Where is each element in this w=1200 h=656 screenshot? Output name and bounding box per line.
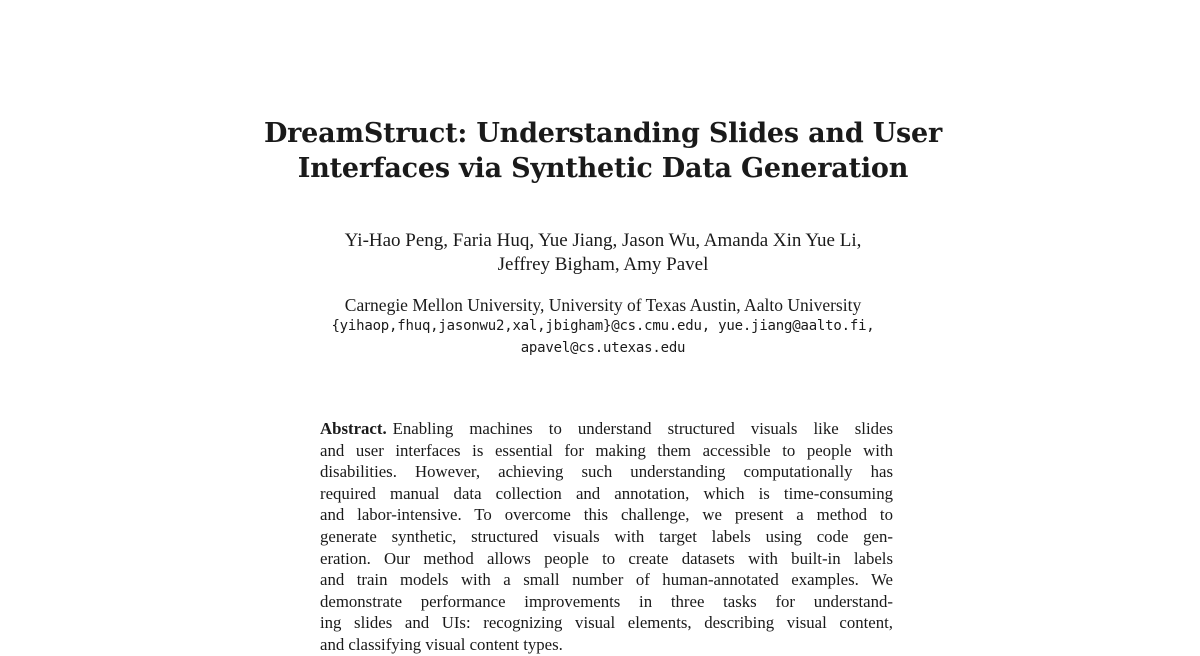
abstract-label: Abstract. <box>320 419 387 438</box>
abstract-line: disabilities. However, achieving such understanding computationally has <box>320 462 893 482</box>
abstract-text: Enabling machines to understand structured visuals like slides <box>392 419 893 438</box>
abstract-line <box>320 418 893 440</box>
email-list <box>200 315 1006 359</box>
abstract <box>320 418 900 656</box>
author-line: Yi-Hao Peng, Faria Huq, Yue Jiang, Jason Wu, Amanda Xin Yue Li, <box>344 230 862 251</box>
author-list <box>200 229 1006 277</box>
email-line: {yihaop,fhuq,jasonwu2,xal,jbigham}@cs.cmu.edu, yue.jiang@aalto.fi, <box>331 318 875 334</box>
abstract-line: and train models with a small number of human-annotated examples. We <box>320 570 893 590</box>
abstract-line: and classifying visual content types. <box>320 634 563 654</box>
email-line: apavel@cs.utexas.edu <box>520 340 686 356</box>
abstract-line: eration. Our method allows people to create datasets with built-in labels <box>320 548 893 568</box>
abstract-line: required manual data collection and annotation, which is time-consuming <box>320 483 893 503</box>
abstract-line: and user interfaces is essential for making them accessible to people with <box>320 440 893 460</box>
abstract-line: and labor-intensive. To overcome this challenge, we present a method to <box>320 505 893 525</box>
abstract-line: generate synthetic, structured visuals with target labels using code gen- <box>320 526 893 546</box>
abstract-line: ing slides and UIs: recognizing visual elements, describing visual content, <box>320 613 893 633</box>
title-line: DreamStruct: Understanding Slides and User <box>263 118 943 149</box>
abstract-line: demonstrate performance improvements in three tasks for understand- <box>320 591 893 611</box>
author-line: Jeffrey Bigham, Amy Pavel <box>497 254 709 275</box>
title-line: Interfaces via Synthetic Data Generation <box>297 153 909 184</box>
paper-title <box>200 116 1006 186</box>
affiliation: Carnegie Mellon University, University of Texas Austin, Aalto University <box>344 295 862 315</box>
